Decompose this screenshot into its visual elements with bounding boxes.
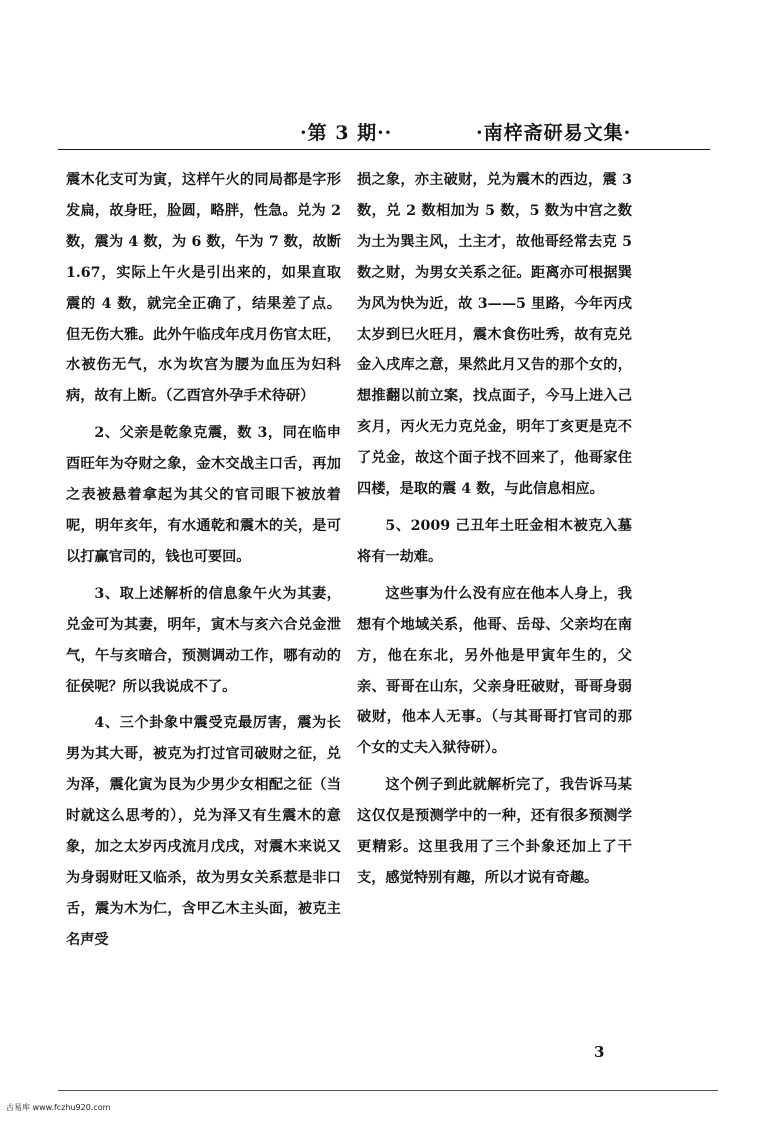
paragraph: 3、取上述解析的信息象午火为其妻，兑金可为其妻，明年，寅木与亥六合兑金泄气，午与亥暗合，预测调动工作，哪有动的征侯呢？所以我说成不了。 — [66, 585, 341, 695]
header-divider — [58, 149, 710, 150]
footer-divider — [58, 1090, 718, 1091]
right-column — [357, 165, 632, 894]
paragraph: 5、2009 己丑年土旺金相木被克入墓将有一劫难。 — [357, 517, 632, 565]
left-column — [66, 165, 341, 956]
paragraph: 损之象，亦主破财，兑为震木的西边，震 3 数，兑 2 数相加为 5 数，5 数为中宫之数为土为巽主风，土主才，故他哥经常去克 5 数之财，为男女关系之征。距离亦可根据巽为风为快为近，故 3——5 里路，今年丙戌太岁到巳火旺月，震木食伤吐秀，故有克兑金入戌库之意，果然此月又告的那个女的，想推翻以前立案，找点面子，今马上进入己亥月，丙火无力克兑金，明年丁亥更是克不了兑金，故这个面子找不回来了，他哥家住四楼，是取的震 4 数，与此信息相应。 — [357, 172, 632, 498]
journal-title: ·南梓斋研易文集· — [476, 122, 632, 144]
paragraph: 2、父亲是乾象克震，数 3，同在临申酉旺年为夺财之象，金木交战主口舌，再加之表被悬着拿起为其父的官司眼下被放着呢，明年亥年，有水通乾和震木的关，是可以打赢官司的，钱也可要回。 — [66, 425, 341, 565]
page-number: 3 — [594, 1043, 605, 1061]
issue-number: ·第 3 期·· — [300, 122, 393, 144]
watermark-text: 古易库 www.fczhu920.com — [6, 1103, 111, 1112]
paragraph: 4、三个卦象中震受克最厉害，震为长男为其大哥，被克为打过官司破财之征，兑为泽，震化寅为艮为少男少女相配之征（当时就这么思考的），兑为泽又有生震木的意象，加之太岁丙戌流月戊戌，对震木来说又为身弱财旺又临杀，故为男女关系惹是非口舌，震为木为仁，含甲乙木主头面，被克主名声受 — [66, 715, 341, 948]
paragraph: 这个例子到此就解析完了，我告诉马某这仅仅是预测学中的一种，还有很多预测学更精彩。这里我用了三个卦象还加上了干支，感觉特别有趣，所以才说有奇趣。 — [357, 777, 632, 886]
paragraph: 震木化支可为寅，这样午火的同局都是字形发扁，故身旺，脸圆，略胖，性急。兑为 2 数，震为 4 数，为 6 数，午为 7 数，故断 1.67，实际上午火是引出来的，如果直取震的 4 数，就完全正确了，结果差了点。但无伤大雅。此外午临戌年戌月伤官太旺，水被伤无气，水为坎宫为腰为血压为妇科病，故有上断。（乙酉宫外孕手术待研） — [66, 172, 341, 405]
paragraph: 这些事为什么没有应在他本人身上，我想有个地域关系，他哥、岳母、父亲均在南方，他在东北，另外他是甲寅年生的，父亲、哥哥在山东，父亲身旺破财，哥哥身弱破财，他本人无事。（与其哥哥打官司的那个女的丈夫入狱待研）。 — [357, 585, 632, 757]
